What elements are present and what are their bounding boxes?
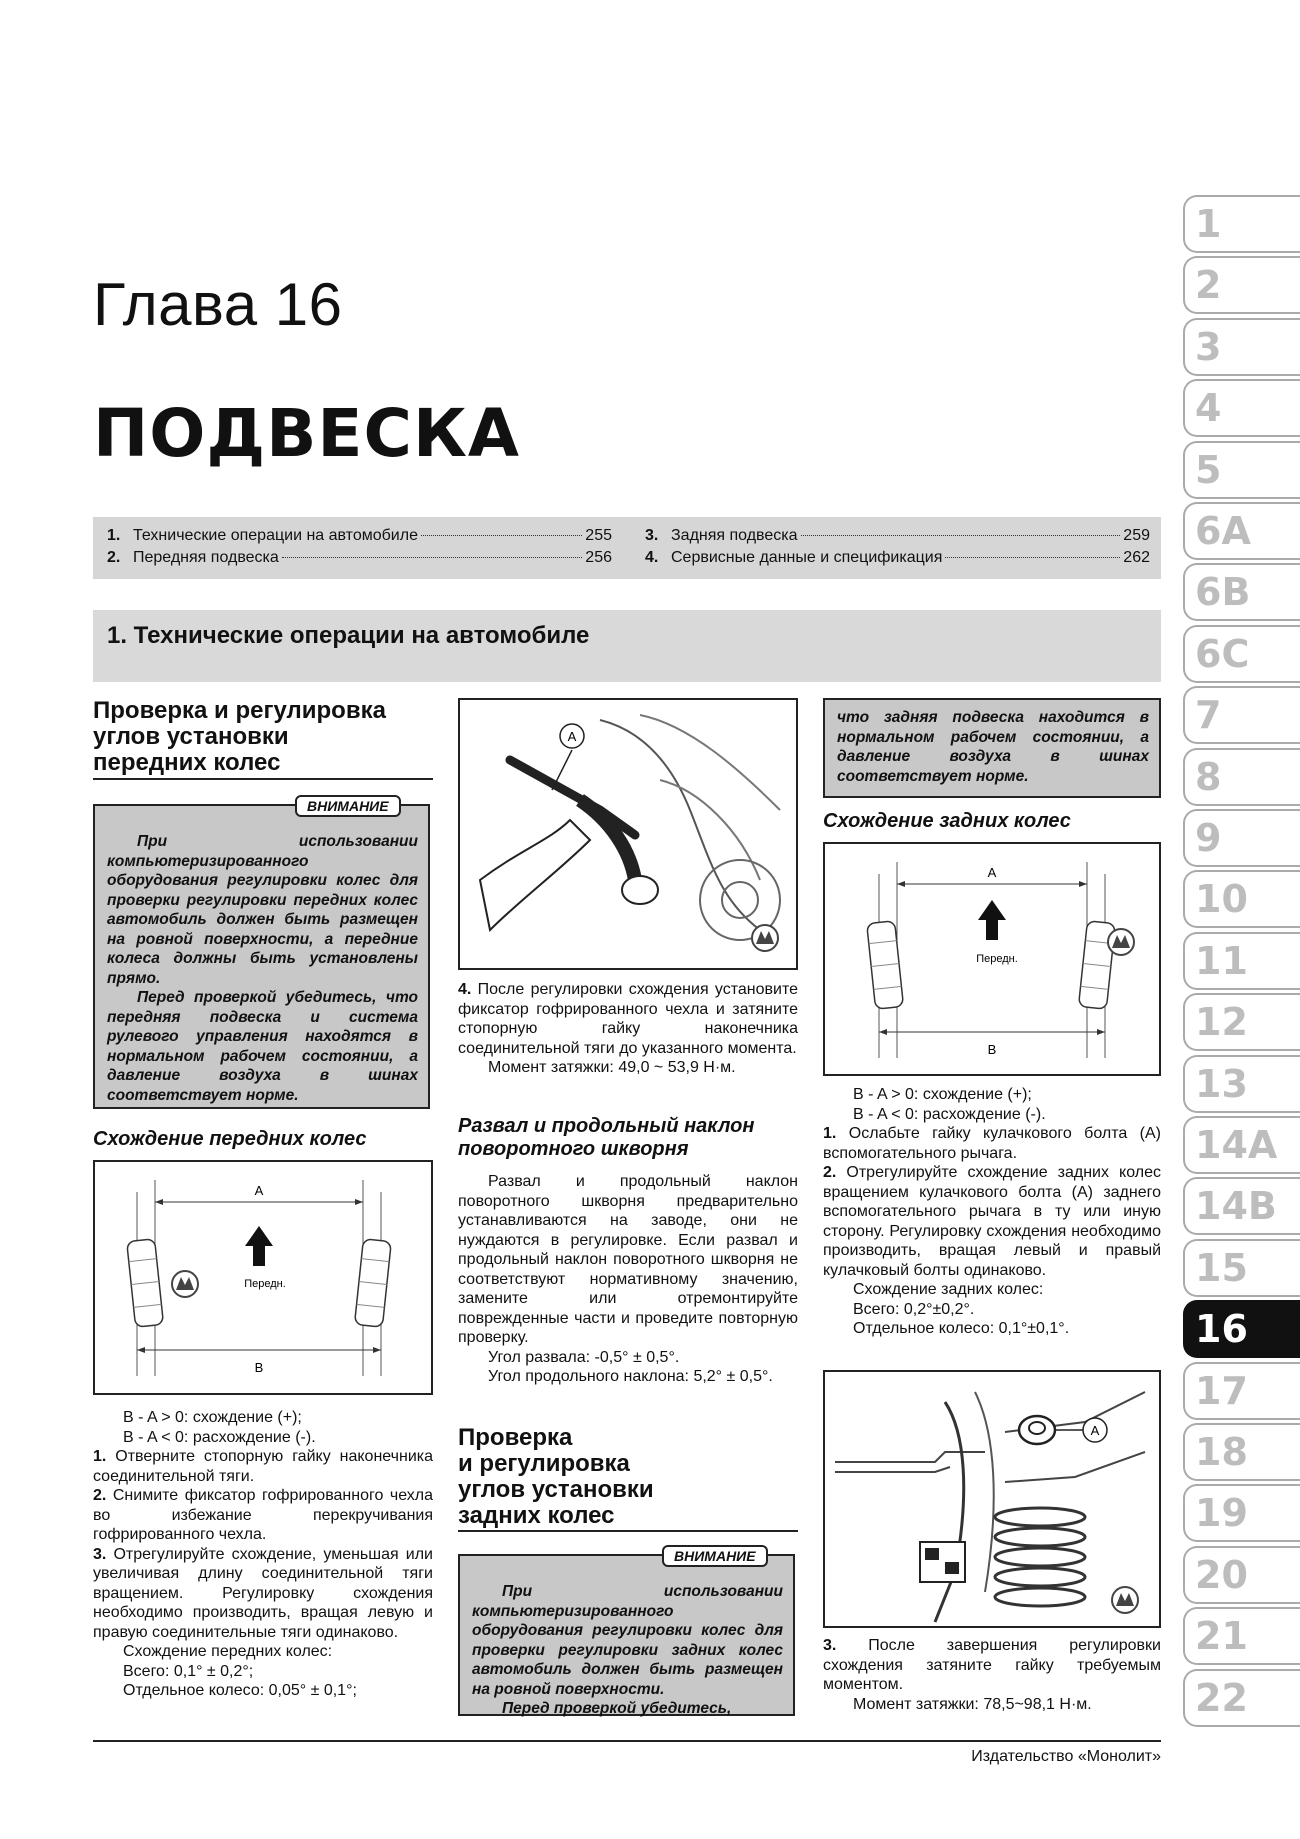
chapter-tab-label: 21 [1195,1614,1248,1659]
label-b: B [987,1042,997,1057]
col2-heading [458,1425,798,1529]
forward-label: Передн. [244,1278,286,1290]
label-a: A [987,865,997,880]
step-item [823,1163,1161,1280]
chapter-tab-14b[interactable] [1183,1177,1300,1235]
chapter-tab-label: 14B [1195,1184,1277,1229]
coil-spring [995,1508,1085,1606]
warning-text: При использовании компьютеризированного оборудования регулировки колес для проверки регулировки передних колес автомобиль должен быть размещен на ровной поверхности, а передние колеса должны быть установлены прямо. [107,833,418,987]
step-text: После регулировки схождения установите фиксатор гофрированного чехла и затяните стопорную гайку наконечника соединительной тяги до указанного момента. [458,981,798,1057]
step-number: 4. [458,981,472,998]
chapter-tab-22[interactable] [1183,1669,1300,1727]
chapter-tab-17[interactable] [1183,1362,1300,1420]
heading-line: и регулировка [458,1450,630,1477]
chapter-tab-20[interactable] [1183,1546,1300,1604]
toc-num: 2. [107,549,121,566]
forward-arrow-icon [978,900,1006,940]
chapter-tab-3[interactable] [1183,318,1300,376]
condition-text: B - A < 0: расхождение (-). [123,1428,316,1446]
step-item [93,1545,433,1643]
heading-line: углов установки [93,723,289,750]
col3-step3 [823,1636,1161,1714]
paragraph: Развал и продольный наклон поворотного шкворня предварительно устанавливаются на заводе, они не нуждаются в регулировке. Если развал и продольный наклон поворотного шкворня не соответствуют нормативному значению, замените или отремонтируйте поврежденные части и проведите повторную проверку. [458,1173,798,1346]
logo-icon [172,1271,198,1297]
logo-icon [1108,929,1134,955]
chapter-tab-label: 12 [1195,1000,1248,1045]
chapter-tab-label: 22 [1195,1675,1248,1720]
chapter-tab-label: 19 [1195,1491,1248,1536]
toc-num: 1. [107,527,121,544]
heading-line: Проверка и регулировка [93,697,386,724]
step-text: После завершения регулировки схождения затяните гайку требуемым моментом. [823,1637,1161,1693]
footer-rule [93,1740,1161,1742]
chapter-tab-label: 6B [1195,570,1251,615]
chapter-tab-6c[interactable] [1183,625,1300,683]
chapter-tab-21[interactable] [1183,1607,1300,1665]
tie-rod-svg [460,700,796,968]
warning-box-continued [823,698,1161,798]
chapter-tab-10[interactable] [1183,870,1300,928]
step-number: 1. [93,1448,107,1465]
step-number: 3. [93,1545,107,1563]
logo-icon [1112,1587,1138,1613]
subheading-rear-toe: Схождение задних колес [823,810,1071,832]
heading-line: Проверка [458,1424,573,1451]
chapter-tab-label: 3 [1195,324,1222,369]
toc-title: Технические операции на автомобиле [133,527,418,544]
chapter-tab-label: 15 [1195,1245,1248,1290]
col1-heading [93,698,433,776]
condition-text: B - A < 0: расхождение (-). [853,1105,1046,1123]
toc-item[interactable] [107,527,612,545]
heading-rule [93,778,433,780]
spec-text: Схождение передних колес: [123,1643,333,1660]
warning-box-front [93,804,430,1109]
chapter-tab-label: 17 [1195,1368,1248,1413]
step-item [823,1636,1161,1695]
label-a: A [254,1183,264,1198]
label-b: B [254,1360,264,1375]
step-item [823,1124,1161,1163]
chapter-tab-2[interactable] [1183,256,1300,314]
chapter-tab-6b[interactable] [1183,563,1300,621]
callout-label: A [567,729,577,744]
chapter-tab-13[interactable] [1183,1055,1300,1113]
chapter-tab-1[interactable] [1183,195,1300,253]
heading-line: углов установки [458,1476,654,1503]
spec-text: Угол развала: -0,5° ± 0,5°. [488,1348,680,1366]
toc-item[interactable] [645,527,1150,545]
warning-label: ВНИМАНИЕ [295,795,401,817]
chapter-tab-label: 2 [1195,263,1222,308]
chapter-tab-label: 1 [1195,202,1222,246]
toc-page: 256 [585,549,612,566]
step-number: 3. [823,1637,837,1654]
chapter-tab-label: 7 [1195,693,1222,738]
toc-page: 262 [1123,549,1150,566]
chapter-title: ПОДВЕСКА [93,395,520,472]
step-item [458,980,798,1058]
step-text: Отрегулируйте схождение, уменьшая или увеличивая длину соединительной тяги вращением. Регулировку схождения необходимо производить, вращая левую и правую соединительные тяги одинаково. [93,1545,433,1641]
rear-toe-diagram [823,842,1161,1076]
warning-text: Перед проверкой убедитесь, [502,1700,732,1717]
toc-num: 3. [645,527,659,544]
tie-rod-figure [458,698,798,970]
step-number: 2. [93,1487,107,1504]
spec-text: Схождение задних колес: [853,1281,1044,1298]
chapter-tab-label: 9 [1195,816,1222,860]
step-number: 2. [823,1164,837,1181]
right-wheel [354,1239,391,1327]
warning-text: что задняя подвеска находится в нормальном рабочем состоянии, а давление воздуха в шинах соответствует норме. [837,709,1149,785]
step-item [93,1486,433,1545]
chapter-tab-6a[interactable] [1183,502,1300,560]
chapter-label: Глава 16 [93,271,343,338]
toc-page: 259 [1123,527,1150,544]
chapter-tab-14a[interactable] [1183,1116,1300,1174]
heading-line: передних колес [93,749,281,776]
toe-diagram-svg [95,1162,431,1393]
heading-rule [458,1530,798,1532]
chapter-tab-11[interactable] [1183,932,1300,990]
spec-text: Угол продольного наклона: 5,2° ± 0,5°. [488,1368,773,1385]
chapter-tab-19[interactable] [1183,1484,1300,1542]
spec-text: Отдельное колесо: 0,05° ± 0,1°; [123,1682,357,1699]
heading-line: задних колес [458,1502,615,1529]
col3-body [823,1085,1161,1339]
toc-title: Сервисные данные и спецификация [671,549,943,566]
chapter-tab-16[interactable] [1183,1300,1300,1358]
cam-bolt-svg [825,1372,1159,1626]
col2-camber-body [458,1172,798,1387]
subheading-camber: Развал и продольный наклон поворотного шкворня [458,1115,755,1160]
chapter-tab-label: 10 [1195,877,1248,922]
left-wheel [867,921,904,1009]
chapter-tab-18[interactable] [1183,1423,1300,1481]
warning-label: ВНИМАНИЕ [662,1545,768,1567]
toc-title: Задняя подвеска [671,527,798,544]
page-footer [93,1740,1161,1765]
chapter-tab-label: 20 [1195,1552,1248,1597]
warning-text: При использовании компьютеризированного оборудования регулировки колес для проверки регулировки задних колес автомобиль должен быть размещен на ровной поверхности. [472,1583,783,1698]
chapter-tab-label: 11 [1195,938,1248,983]
step-number: 1. [823,1125,837,1142]
col1-body [93,1408,433,1701]
chapter-tab-label: 5 [1195,447,1222,492]
chapter-tab-7[interactable] [1183,686,1300,744]
chapter-tab-label: 14A [1195,1123,1278,1167]
toc-leader [801,535,1121,536]
toc-leader [945,557,1120,558]
callout-label: A [1090,1423,1100,1438]
publisher: Издательство «Монолит» [971,1748,1161,1765]
subheading-front-toe: Схождение передних колес [93,1128,367,1150]
forward-arrow-icon [245,1226,273,1266]
warning-box-rear [458,1554,795,1716]
chapter-tab-label: 16 [1195,1307,1248,1352]
left-wheel [127,1239,164,1327]
toc-title: Передняя подвеска [133,549,279,566]
section-title: 1. Технические операции на автомобиле [107,622,590,649]
chapter-tab-label: 8 [1195,754,1222,799]
toe-diagram-svg [825,844,1159,1074]
spec-text: Всего: 0,2°±0,2°. [853,1300,975,1318]
chapter-tab-12[interactable] [1183,993,1300,1051]
front-toe-diagram [93,1160,433,1395]
condition-text: B - A > 0: схождение (+); [853,1086,1032,1103]
section-header [93,610,1161,682]
toc-item[interactable] [645,549,1150,567]
condition-text: B - A > 0: схождение (+); [123,1409,302,1426]
step-text: Отверните стопорную гайку наконечника соединительной тяги. [93,1448,433,1485]
step-text: Снимите фиксатор гофрированного чехла во избежание перекручивания гофрированного чехла. [93,1487,433,1543]
table-of-contents [93,517,1161,579]
toc-item[interactable] [107,549,612,567]
chapter-tab-label: 6C [1195,631,1250,676]
chapter-tab-label: 4 [1195,386,1222,431]
chapter-tab-8[interactable] [1183,748,1300,806]
spec-text: Всего: 0,1° ± 0,2°; [123,1662,254,1680]
warning-text: Перед проверкой убедитесь, что передняя подвеска и система рулевого управления находятся в нормальном рабочем состоянии, а давление воздуха в шинах соответствует норме. [107,989,418,1104]
logo-icon [752,925,778,951]
chapter-tab-9[interactable] [1183,809,1300,867]
toc-page: 255 [585,527,612,544]
chapter-tab-label: 13 [1195,1061,1248,1106]
forward-label: Передн. [976,953,1018,965]
toc-num: 4. [645,549,659,566]
col2-step4 [458,980,798,1078]
torque-spec: Момент затяжки: 49,0 ~ 53,9 Н·м. [488,1059,736,1076]
spec-text: Отдельное колесо: 0,1°±0,1°. [853,1320,1070,1337]
chapter-tab-label: 18 [1195,1430,1248,1474]
chapter-tab-4[interactable] [1183,379,1300,437]
rear-cam-bolt-figure [823,1370,1161,1628]
chapter-tab-15[interactable] [1183,1239,1300,1297]
step-text: Отрегулируйте схождение задних колес вращением кулачкового болта (A) заднего вспомогательного рычага в ту или иную сторону. Регулировку схождения необходимо производить, вращая левый и правый кулачковый болты одинаково. [823,1164,1161,1279]
torque-spec: Момент затяжки: 78,5~98,1 Н·м. [853,1695,1092,1713]
chapter-tab-label: 6A [1195,509,1251,553]
toc-leader [421,535,582,536]
step-item [93,1447,433,1486]
step-text: Ослабьте гайку кулачкового болта (A) вспомогательного рычага. [823,1125,1161,1162]
chapter-tab-5[interactable] [1183,441,1300,499]
toc-leader [282,557,582,558]
